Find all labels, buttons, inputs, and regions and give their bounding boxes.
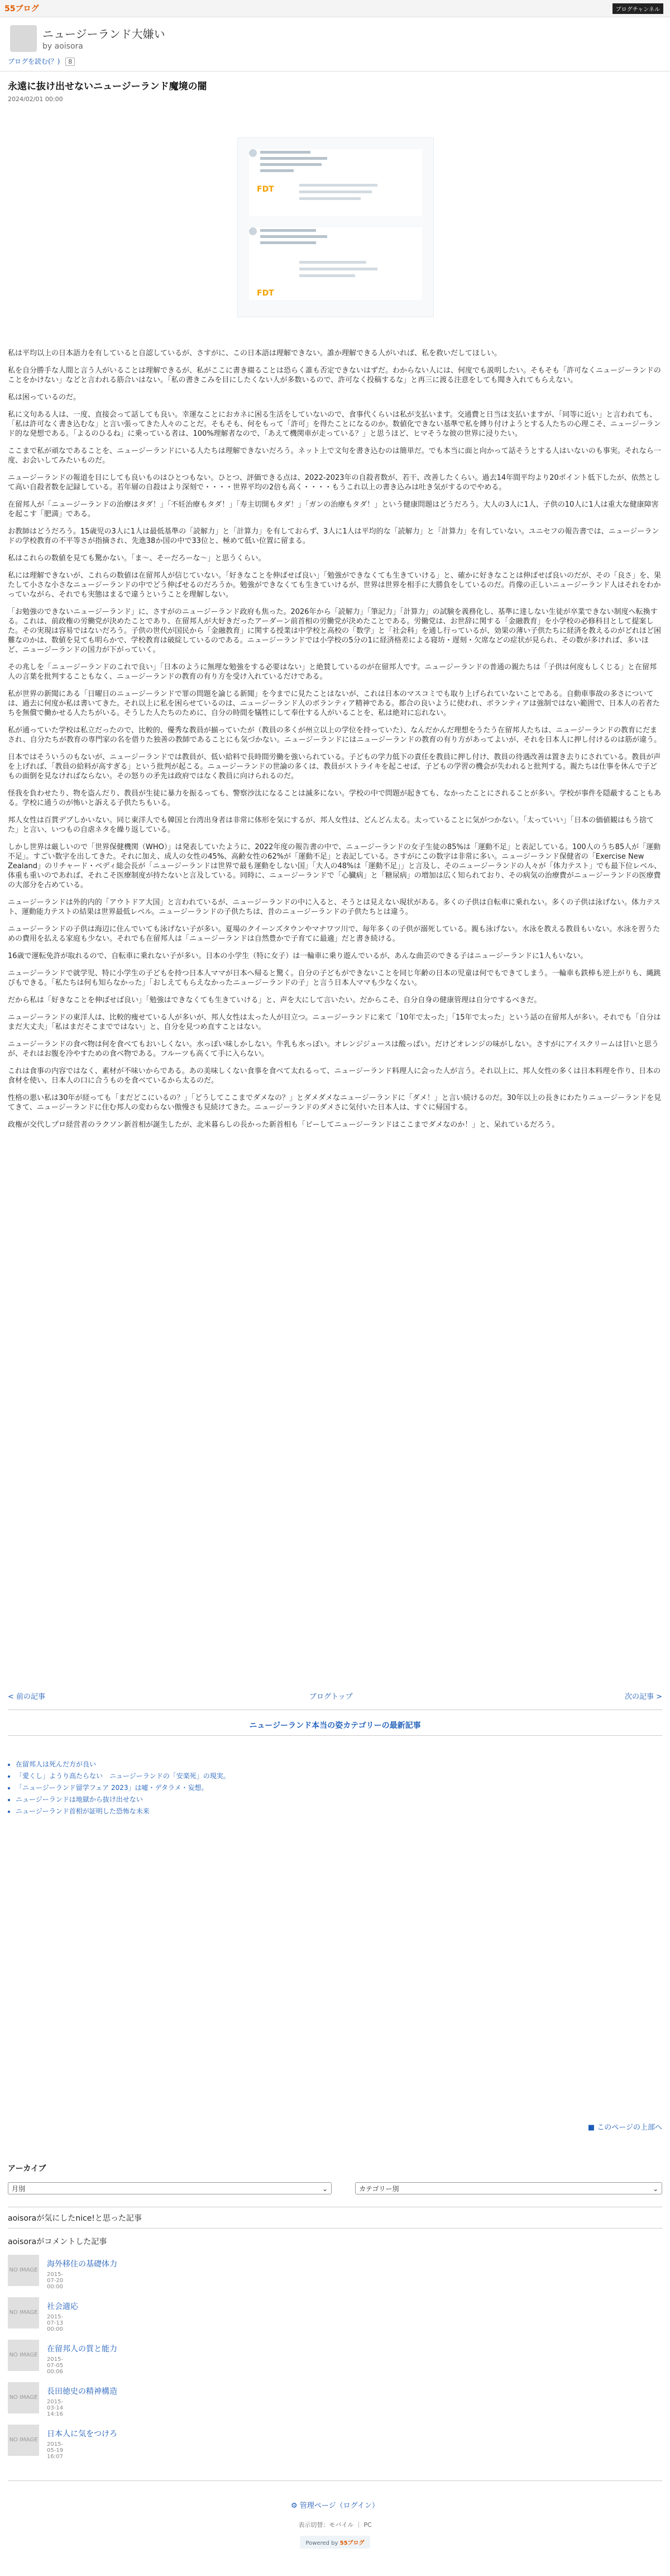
tweet-avatar: [249, 149, 257, 157]
tweet-card: [249, 149, 422, 216]
no-image-placeholder: NO IMAGE: [8, 2382, 39, 2413]
article-paragraph: ニュージーランドは外的内的「アウトドア大国」と言われているが、ニュージーランドの中に入ると、そうとは見えない現状がある。多くの子供は自転車に乗れない。多くの子供は泳げない。体力テスト、運動能力テストの結果は世界最低レベル。ニュージーランドの子供たちは、昔のニュージーランドの子供たちとは違う。: [8, 898, 661, 916]
article-paragraph: 私が世界の新聞にある「日曜日のニュージーランドで罪の問題を論じる新聞」を今までに見たことはないが、これは日本のマスコミでも取り上げられていないことである。自動車事故の多さについては、過去に何度か私は書いてきた。それ以上に私を困らせているのは、ニュージーランド人のボランティア精神である。都合の良いように使われ、ボランティアは強制ではない範囲で、日本人の若者たちを無償で働かせる人たちがいる。そうした人たちのために、自分の時間を犠牲にして奉仕する人がいることを、私は絶対に忘れない。: [8, 690, 660, 717]
commented-articles-heading: aoisoraがコメントした記事: [8, 2237, 107, 2246]
tweet-card: [249, 227, 422, 300]
article-paragraph: 16歳で運転免許が取れるので、自転車に乗れない子が多い。日本の小学生（特に女子）は一輪車に乗り遊んでいるが、あんな曲芸のできる子はニュージーランドに1人もいない。: [8, 952, 588, 960]
category-select[interactable]: [355, 2182, 662, 2194]
display-mode-switch[interactable]: 表示切替：モバイル ｜ PC: [298, 2521, 372, 2529]
article-paragraph: 性格の悪い私は30年が経っても「まだどこにいるの？」「どうしてここまでダメなの？」とダメダメなニュージーランドに「ダメ！」と言い続けるのだ。30年以上の長きにわたりニュージーランドを見てきて、ニュージーランドに住む邦人の変わらない傲慢さも見続けてきた。ニュージーランドのダメさに気付いた日本人は、すぐに帰国する。: [8, 1094, 662, 1112]
no-image-placeholder: NO IMAGE: [8, 2340, 39, 2371]
chevron-down-icon: ⌄: [322, 2185, 328, 2193]
article-paragraph: 私には理解できないが、これらの数値は在留邦人が信じていない。「好きなことを伸ばせば良い」「勉強ができなくても生きていける」と、確かに好きなことは伸ばせば良いのだが、その「良さ」を、果たして小さな小さなニュージーランドの中でどう伸ばせるのだろうか。勉強ができなくても生きていけるが、世界は世界を相手に大勝負をしているのだ。肖像の正しいニュージーランド人はそれをわかっていながら、それでも実態はまるで違うということを理解しない。: [8, 572, 662, 599]
commented-article-title[interactable]: 海外移住の基礎体力: [47, 2260, 117, 2269]
tweet-avatar: [249, 227, 257, 235]
gear-icon: ⚙: [291, 2502, 300, 2510]
readers-count: 8: [65, 58, 75, 66]
article-paragraph: ニュージーランドの東洋人は、比較的痩せている人が多いが、邦人女性は太った人が目立つ。ニュージーランドに来て「10年で太った」「15年で太った」という話の在留邦人が多い。それでも「自分はまだ大丈夫」「私はまだそこまでではない」と、自分を見つめ直すことはない。: [8, 1013, 661, 1031]
divider: [8, 2228, 662, 2229]
article-paragraph: 私に文句ある人は、一度、直接会って話しても良い。幸運なことにおカネに困る生活をしていないので、食事代くらいは私が支払います。交通費と日当は支払いますが、「同等に近い」と言われても、「私は許可なく書き込むな」と言い張ってきた人々のことだ。そもそも、何をもって「許可」を得たことになるのか。数値化できない基準で私を縛り付けようとする人たちの心理こそ、ニュージーランド的な発想である。「よるのひるね」に乗っている者は、100%理解者なので、「あえて機関車が走っている？」と思うほど、ヒマそうな彼の世界に浸りたい。: [8, 411, 661, 438]
next-article-link[interactable]: 次の記事 >: [624, 1693, 662, 1701]
article-paragraph: 私は平均以上の日本語力を有していると自認しているが、さすがに、この日本語は理解できない。誰か理解できる人がいれば、私を救いだしてほしい。: [8, 349, 502, 358]
article-paragraph: お教師はどうだろう。15歳児の3人に1人は最低基準の「読解力」と「計算力」を有しておらず、3人に1人は平均的な「読解力」と「計算力」を有していない。ユニセフの報告書では、ニュージーランドの学校教育の不平等さが指摘され、先進38か国の中で33位と、極めて低い位置に留まる。: [8, 527, 659, 545]
no-image-placeholder: NO IMAGE: [8, 2297, 39, 2329]
blog-header: [0, 17, 670, 72]
readers-label: ブログを読む(？): [8, 58, 60, 65]
article-date: 2024/02/01 00:00: [8, 96, 63, 103]
commented-article-date: 2015-07-20 00:00: [47, 2272, 64, 2290]
month-select[interactable]: [8, 2182, 332, 2194]
article-paragraph: ここまで私が頑なであることを、ニュージーランドにいる人たちは理解できないだろう。ネット上で文句を書き込むのは簡単だ。でも本当に面と向かって話そうとする人はいないのも事実。それなら一度、お会いしてみたいものだ。: [8, 447, 661, 465]
powered-by-label: Powered by: [305, 2540, 338, 2546]
article-paragraph: ニュージーランドの報道を目にしても良いものはひとつもない。ひとつ、評価できる点は、2022-2023年の自殺者数が、若干、改善したくらい。過去14年間平均より20ポイント低下したが、依然として高い自殺者数を記録している。若年層の自殺はより深刻で・・・・世界平均の2倍も高く・・・・もうこれ以上の書き込みは吐き気がするのでやめる。: [8, 474, 661, 492]
article-paragraph: その兆しを「ニュージーランドのこれで良い」「日本のように無理な勉強をする必要はない」と絶賛しているのが在留邦人です。ニュージーランドの普通の親たちは「子供は何度もしくじる」と在留邦人の言葉を批判することもなく、ニュージーランドの教育の有り方を受け入れているだけである。: [8, 663, 657, 681]
archive-title: アーカイブ: [8, 2164, 46, 2173]
category-select-value: カテゴリー別: [359, 2185, 399, 2193]
latest-article-link[interactable]: 「ニュージーランド留学フェア 2023」は嘘・デタラメ・妄想。: [16, 1784, 208, 1792]
blog-channel-link[interactable]: ブログチャンネル: [612, 3, 663, 14]
page-top-link[interactable]: [588, 2121, 662, 2132]
article-paragraph: 私は困っているのだ。: [8, 393, 81, 402]
divider: [8, 1735, 662, 1736]
article-paragraph: 在留邦人が「ニュージーランドの治療はタダ！」「不妊治療もタダ！」「寿主切開もタダ！」「ガンの治療もタダ！」という健康問題はどうだろう。大人の3人に1人、子供の10人に1人は重大な健康障害を起こす「肥満」である。: [8, 501, 659, 518]
list-item[interactable]: [16, 1759, 230, 1770]
list-item[interactable]: [16, 1794, 230, 1806]
nice-articles-heading: aoisoraが気にしたnice!と思った記事: [8, 2214, 142, 2223]
article-paragraph: 私を自分勝手な人間と言う人がいることは理解できるが、私がここに書き綴ることは恐らく誰も否定できないはずだ。わからない人には、何度でも説明したい。そもそも「許可なくニュージーランドのことをかけない」などと言われる筋合いはない。「私の書きこみを目にしたくない人が多数いるので、許可なく投稿するな」と再三に渡る注意をしても聞き入れてもらえない。: [8, 366, 661, 384]
admin-login-link[interactable]: [0, 2499, 670, 2510]
latest-articles-list: [8, 1759, 230, 1817]
latest-articles-heading: ニュージーランド本当の姿カテゴリーの最新記事: [249, 1721, 421, 1730]
article-paragraph: ニュージーランドの子供は海辺に住んでいても泳げない子が多い。夏場のクイーンズタウンやマナワツ川で、毎年多くの子供が溺死している。親も泳げない。水泳を教える教員もいない。水泳を習うための費用を払える家庭も少ない。それでも在留邦人は「ニュージーランドは自然豊かで子育てに最適」だと書き続ける。: [8, 925, 661, 943]
divider: [8, 2480, 662, 2481]
list-item[interactable]: [16, 1770, 230, 1782]
powered-by-brand: 55ブログ: [339, 2540, 365, 2546]
month-select-value: 月別: [12, 2185, 26, 2193]
page-top-label: このページの上部へ: [597, 2123, 662, 2132]
powered-by: [0, 2536, 670, 2549]
commented-article-title[interactable]: 日本人に気をつけろ: [47, 2430, 117, 2439]
article-paragraph: 政権が交代しプロ経営者のラクソン新首相が誕生したが、北米暮らしの長かった新首相も「ビーしてニュージーランドはここまでダメなのか！」と、呆れているだろう。: [8, 1121, 559, 1129]
commented-article-title[interactable]: 在留邦人の質と能力: [47, 2345, 117, 2354]
latest-article-link[interactable]: 在留邦人は死んだ方が良い: [16, 1760, 97, 1768]
top-bar: [0, 0, 670, 17]
article-paragraph: ニュージーランドの食べ物は何を食べてもおいしくない。水っぽい味しかしない。牛乳も水っぽい。オレンジジュースは酸っぱい。だけどオレンジの味がしない。さすがにアイスクリームは甘いと思うが、それはお腹を冷やすための食べ物である。フルーツも高くて手に入らない。: [8, 1040, 659, 1058]
article-paragraph: 怪我を負わせたり、物を盗んだり、教員が生徒に暴力を振るっても、警察沙汰になることは滅多にない。学校の中で問題が起きても、なかったことにされることが多い。学校が事件を隠蔽することもある。学校に通うのが怖いと訴える子供たちもいる。: [8, 789, 662, 807]
commented-article-date: 2015-07-13 00:00: [47, 2314, 64, 2332]
commented-article-date: 2015-03-14 14:16: [47, 2399, 64, 2417]
readers-link[interactable]: [8, 56, 75, 66]
list-item[interactable]: [16, 1806, 230, 1817]
admin-login-label: 管理ページ（ログイン）: [299, 2502, 379, 2510]
article-paragraph: 邦人女性は百貫デブしかいない。同じ東洋人でも韓国と台湾出身者は非常に体形を気にするが、邦人女性は、どんどん太る。太っていることに気がつかない。「太っていい」「日本の価値観はもう捨てた」と言い、いつもの自虐ネタを繰り返している。: [8, 816, 654, 834]
powered-by-badge[interactable]: [300, 2536, 370, 2549]
fdt-logo: FDT: [257, 185, 274, 194]
embedded-tweet-screenshot: [237, 137, 434, 317]
article-paragraph: 日本ではそういうのもないが、ニュージーランドでは教員が、低い給料で長時間労働を強いられている。子どもの学力低下の責任を教員に押し付け、教員の待遇改善は置き去りにされている。教員が声を上げれば、「教員の給料が高すぎる」という批判が起こる。ニュージーランドの世論の多くは、教員がストライキを起こせば、子どもの学習の機会が失われると批判する。親たちは仕事を休んで子どもの面倒を見なければならない。その怒りの矛先は政府ではなく教員に向けられるのだ。: [8, 753, 661, 780]
article-body: [8, 349, 662, 1137]
commented-article-date: 2015-07-05 00:06: [47, 2356, 64, 2375]
article-paragraph: 「お勉強のできないニュージーランド」に、さすがのニュージーランド政府も焦った。2026年から「読解力」「筆記力」「計算力」の試験を義務化し、基準に達しない生徒が卒業できない制度へ転換する。これは、前政権の労働党が決めたことであり、在留邦人が大好きだったアーダーン前首相の労働党が決めたことである。労働党は、お世辞に関する「金融教育」を小学校の必修科目として提案した。その実現は容易ではないだろう。子供の世代が国民から「金融教育」に関する授業は中学校と高校の「数学」と「社会科」を通し行っているが、効果の薄い子供たちに経済を教えるのがどれほど困難なのかは、数値を見ても明らかで、学校教育は破綻しているのである。ニュージーランドでは小学校の5分の1に経済格差による寝坊・遅刻・欠席などの症状が見られ、その数が多ければ、多いほど、ニュージーランドの国力が下がっていく。: [8, 608, 662, 654]
list-item[interactable]: [16, 1782, 230, 1794]
no-image-placeholder: NO IMAGE: [8, 2425, 39, 2456]
latest-article-link[interactable]: ニュージーランドは地獄から抜け出せない: [16, 1796, 143, 1803]
latest-article-link[interactable]: 「愛くし」ようり高たらない ニュージーランドの「安楽死」の現実。: [16, 1772, 230, 1780]
article-paragraph: これは食事の内容ではなく、素材が不味いからである。あの美味しくない食事を食べて太れるって、ニュージーランド料理人に会った人が言う。それ以上に、邦人女性の多くは日本料理を作り、日本の食材を使い、日本人の口に合うものを食べているから太るのだ。: [8, 1067, 661, 1085]
blog-author: by aoisora: [42, 42, 83, 51]
blog-top-link[interactable]: ブログトップ: [309, 1693, 353, 1701]
square-icon: ■: [587, 2123, 597, 2132]
article-paragraph: 私が通っていた学校は私立だったので、比較的、優秀な教員が揃っていたが（教員の多くが州立以上の学位を持っていた）、なんだかんだ理想をうたう在留邦人たちは、ニュージーランドの教育にだまされ、自分たちが教育の専門家の名を借りた独善の教師であることにも気づかない。ニュージーランドにはニュージーランドの教育の有り方があってよいが、それを日本人に押し付けるのは筋が違う。: [8, 726, 662, 744]
prev-article-link[interactable]: < 前の記事: [8, 1693, 46, 1701]
fdt-logo: FDT: [257, 289, 274, 298]
article-title: 永遠に抜け出せないニュージーランド魔境の闇: [8, 81, 207, 92]
article-paragraph: ニュージーランドで就学児、特に小学生の子どもを持つ日本人ママが日本へ帰ると驚く。自分の子どもができないことを同じ年齢の日本の児童は何でもできてしまう。一輪車も鉄棒も逆上がりも、縄跳びもできる。「私たちは何も知らなかった」「おしえてもらえなかったニュージーランドの子」と言う日本人ママも少なくない。: [8, 969, 661, 987]
article-paragraph: しかし世界は厳しいので「世界保健機関（WHO）」は発表していたように、2022年度の報告書の中で、ニュージーランドの女子生徒の85%は「運動不足」と表記している。100人のうち85人が「運動不足」。すごい数字を出してきた。それに加え、成人の女性の45%、高齢女性の62%が「運動不足」と表記している。さすがにこの数字は非常に多い。ニュージーランド保健省の「Exercise New Zealand」のリチャード・ベディ総会長が「ニュージーランドは世界で最も運動をしない国」「大人の48%は「運動不足」」と言及し、そのニュージーランドの人々が「体力テスト」でも最下位レベル、体重も重いのであれば、それこそ医療制度が持たないと言及している。同時に、ニュージーランドで「心臓病」と「糖尿病」の増加は広く知られており、その病気の治療費がニュージーランドの医療費の大部分を占めている。: [8, 843, 662, 889]
no-image-placeholder: NO IMAGE: [8, 2255, 39, 2286]
blog-title[interactable]: ニュージーランド大嫌い: [42, 27, 165, 41]
latest-article-link[interactable]: ニュージーランド首相が証明した恐怖な未来: [16, 1807, 150, 1815]
article-paragraph: 私はこれらの数値を見ても驚かない。「ま～、そーだろーな～」と思うくらい。: [8, 554, 266, 563]
commented-article-date: 2015-05-19 16:07: [47, 2441, 64, 2460]
commented-article-title[interactable]: 長田徳史の精神構造: [47, 2387, 117, 2396]
site-logo[interactable]: 55ブログ: [4, 4, 39, 13]
avatar[interactable]: [10, 25, 37, 52]
chevron-down-icon: ⌄: [652, 2185, 658, 2193]
article-paragraph: だから私は「好きなことを伸ばせば良い」「勉強はできなくても生きていける」と、声を大にして言いたい。だからこそ、自分自身の健康管理は自分でするべきだ。: [8, 996, 542, 1004]
commented-article-title[interactable]: 社会適応: [47, 2302, 78, 2311]
article-navigation: [8, 1691, 662, 1702]
